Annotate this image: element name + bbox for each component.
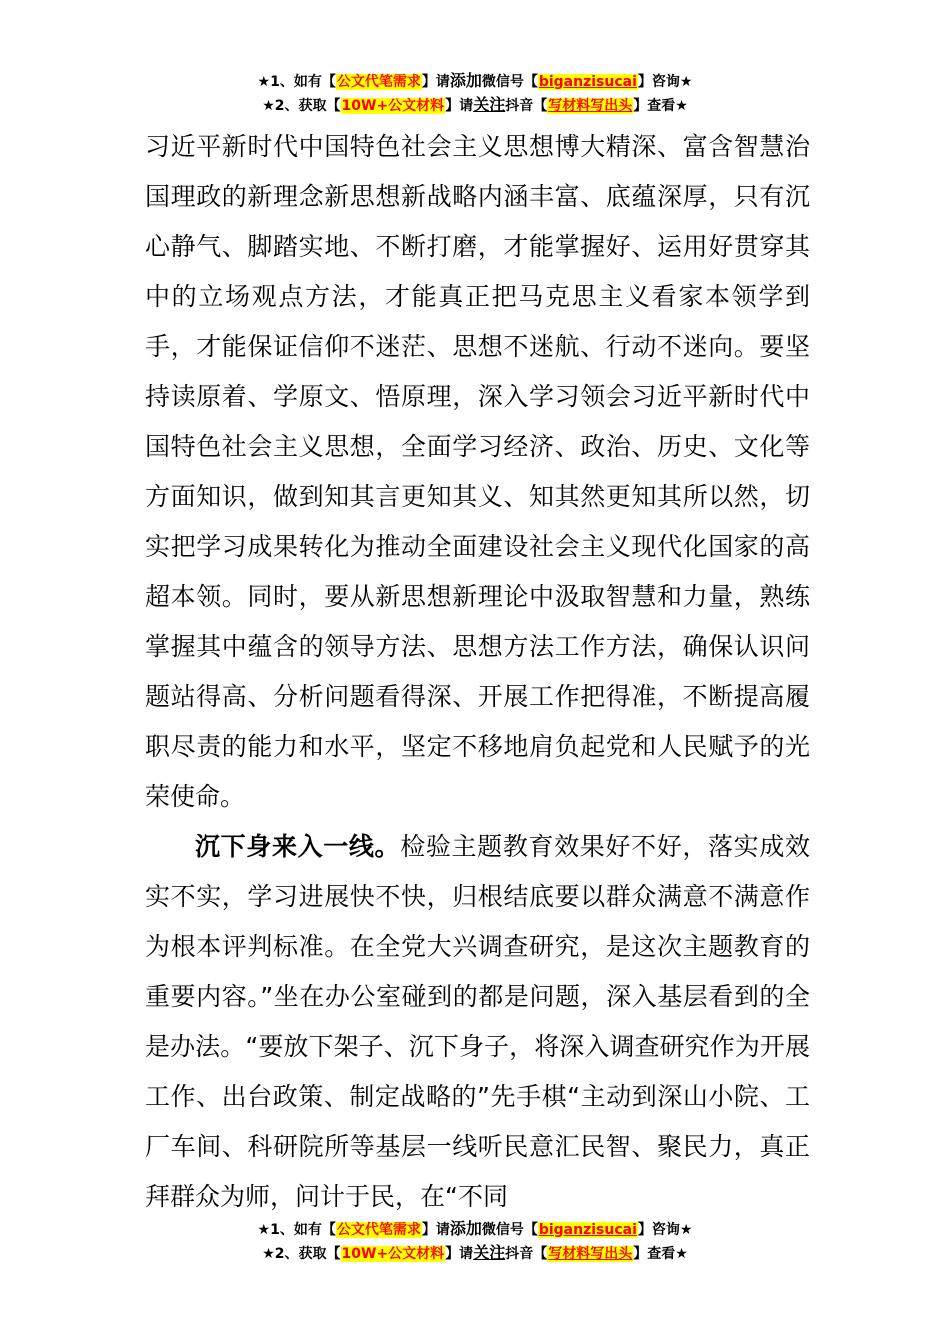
banner-highlight: 10W+公文材料 [341,98,445,114]
banner-line-2: ★2、获取【10W+公文材料】请关注抖音【写材料写出头】查看★ [262,1243,688,1262]
banner-douyin-id: 写材料写出头 [548,98,633,114]
paragraph-2: 沉下身来入一线。检验主题教育效果好不好，落实成效实不实，学习进展快不快，归根结底要以群众满意不满意作为根本评判标准。在全党大兴调查研究，是这次主题教育的重要内容。”坐在办公室碰到的都是问题，深入基层看到的全是办法。“要放下架子、沉下身子，将深入调查研究作为开展工作、出台政策、制定战略的”先手棋“主动到深山小院、工厂车间、科研院所等基层一线听民意汇民智、聚民力，真正拜群众为师，问计于民，在“不同 [145,832,810,1211]
banner-highlight: 10W+公文材料 [341,1246,445,1262]
banner-wechat-id: biganzisucai [538,1222,637,1238]
paragraph-1: 习近平新时代中国特色社会主义思想博大精深、富含智慧治国理政的新理念新思想新战略内涵丰富、底蕴深厚，只有沉心静气、脚踏实地、不断打磨，才能掌握好、运用好贯穿其中的立场观点方法，才能真正把马克思主义看家本领学到手，才能保证信仰不迷茫、思想不迷航、行动不迷向。要坚持读原着、学原文、悟原理，深入学习领会习近平新时代中国特色社会主义思想，全面学习经济、政治、历史、文化等方面知识，做到知其言更知其义、知其然更知其所以然，切实把学习成果转化为推动全面建设社会主义现代化国家的高超本领。同时，要从新思想新理论中汲取智慧和力量，熟练掌握其中蕴含的领导方法、思想方法工作方法，确保认识问题站得高、分析问题看得深、开展工作把得准，不断提高履职尽责的能力和水平，坚定不移地肩负起党和人民赋予的光荣使命。 [145,132,810,811]
footer-banner [0,1218,950,1266]
banner-line-1: ★1、如有【公文代笔需求】请添加微信号【biganzisucai】咨询★ [257,71,693,90]
banner-line-1: ★1、如有【公文代笔需求】请添加微信号【biganzisucai】咨询★ [257,1219,693,1238]
banner-wechat-id: biganzisucai [538,74,637,90]
paragraph-heading: 沉下身来入一线。 [195,832,401,861]
header-banner [0,70,950,118]
banner-highlight: 公文代笔需求 [336,74,421,90]
banner-douyin-id: 写材料写出头 [548,1246,633,1262]
banner-highlight: 公文代笔需求 [336,1222,421,1238]
document-body [145,122,810,1222]
banner-line-2: ★2、获取【10W+公文材料】请关注抖音【写材料写出头】查看★ [262,95,688,114]
